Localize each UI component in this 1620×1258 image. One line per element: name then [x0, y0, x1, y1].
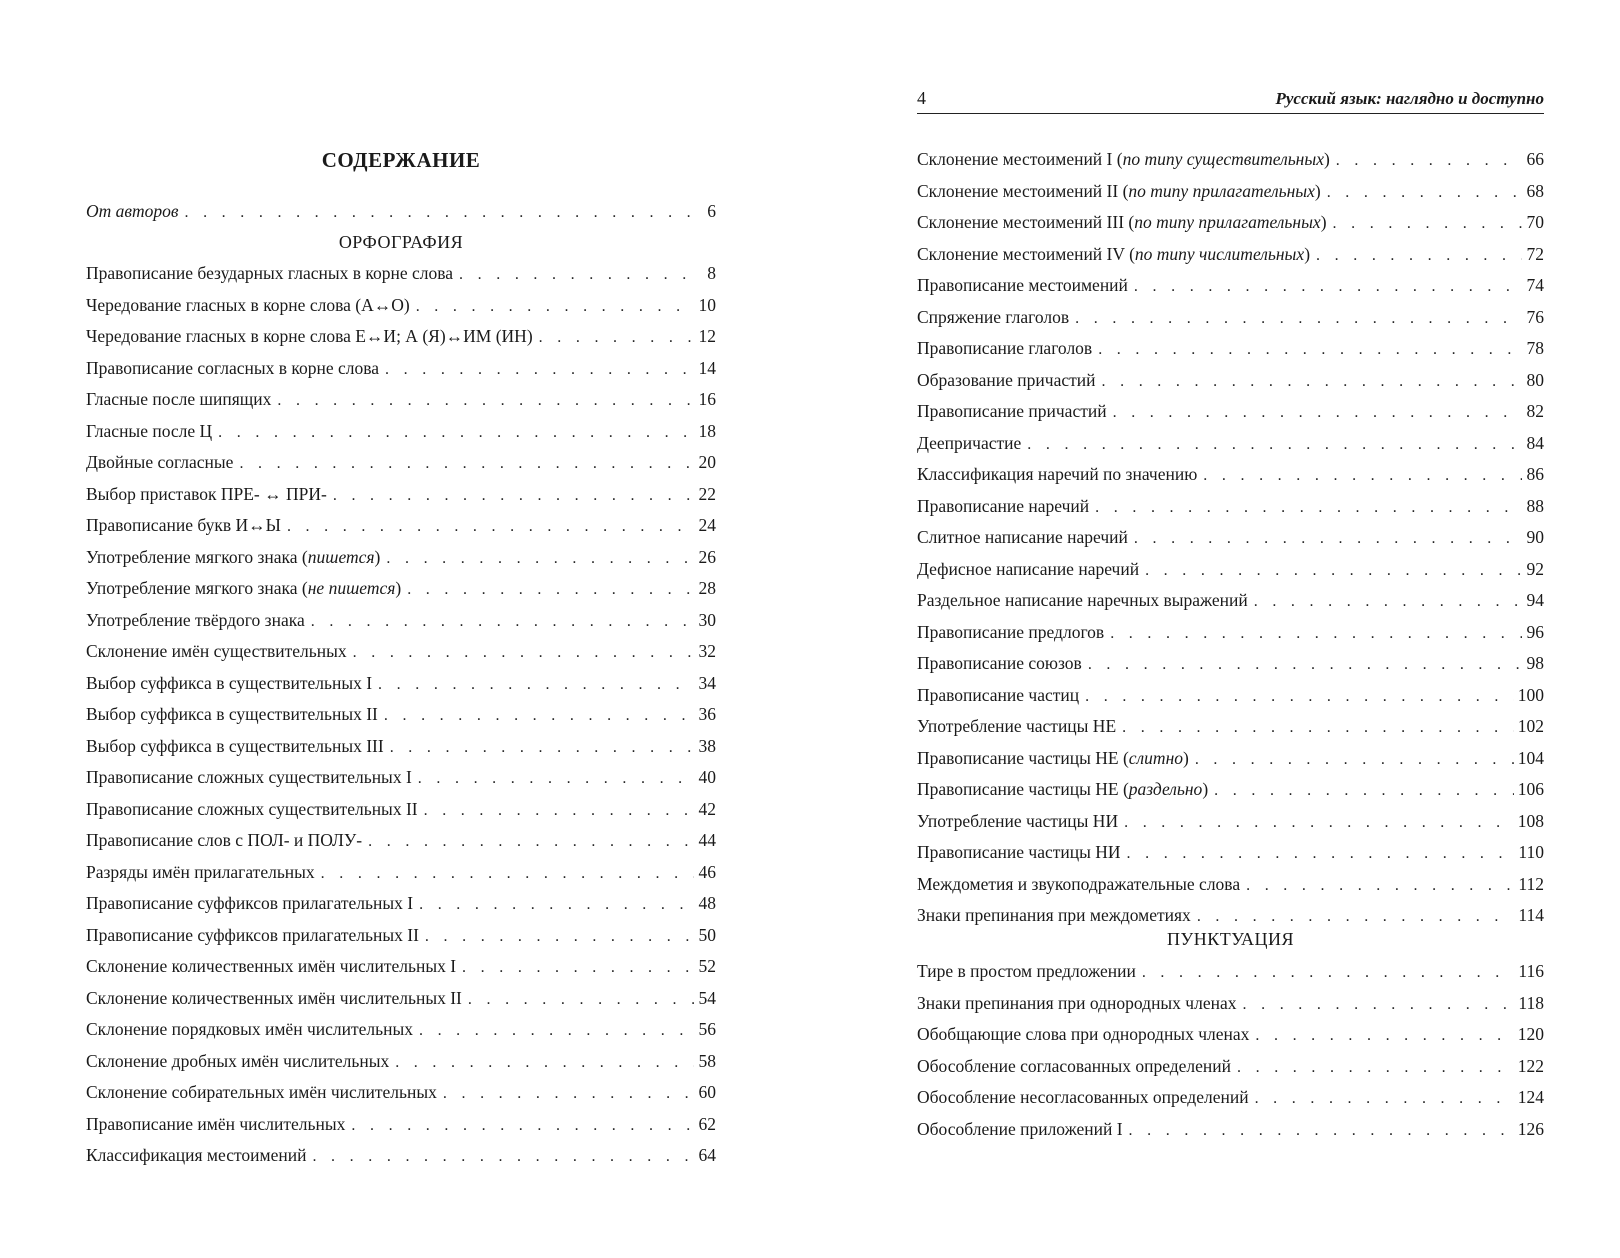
toc-entry[interactable] — [917, 270, 1544, 302]
toc-entry-page: 98 — [1526, 653, 1544, 673]
dot-leader — [419, 889, 694, 921]
toc-entry-page: 118 — [1518, 992, 1544, 1013]
toc-entry-label: Правописание сложных существительных II — [86, 798, 418, 819]
toc-entry-label: Слитное написание наречий — [917, 527, 1128, 547]
toc-entry-page: 34 — [698, 672, 716, 693]
toc-entry-label: Чередование гласных в корне слова Е↔И; А (Я)↔ИМ (ИН) — [86, 326, 533, 346]
dot-leader — [390, 732, 694, 764]
toc-entry-page: 28 — [698, 578, 716, 598]
toc-entry[interactable] — [917, 491, 1544, 523]
dot-leader — [1237, 1052, 1514, 1084]
toc-entry-label: Употребление частицы НЕ — [917, 716, 1117, 736]
toc-entry[interactable] — [86, 825, 716, 857]
toc-entry-label: Двойные согласные — [86, 452, 234, 472]
toc-entry-label: Склонение местоимений III (по типу прилагательных) — [917, 212, 1327, 232]
toc-entry-label: Правописание частицы НЕ (раздельно) — [917, 779, 1209, 799]
toc-entry-page: 30 — [698, 609, 716, 630]
toc-entry-label: Правописание частицы НИ — [917, 842, 1121, 862]
toc-entry-label: Спряжение глаголов — [917, 306, 1070, 327]
toc-entry-label: Правописание причастий — [917, 401, 1107, 421]
toc-entry-label: Обобщающие слова при однородных членах — [917, 1024, 1250, 1044]
toc-entry-label: Выбор суффикса в существительных II — [86, 704, 378, 724]
dot-leader — [459, 259, 694, 291]
running-header — [917, 88, 1544, 114]
dot-leader — [384, 700, 694, 732]
dot-leader — [1088, 649, 1522, 681]
dot-leader — [1195, 744, 1514, 776]
toc-entry-page: 122 — [1517, 1055, 1544, 1076]
dot-leader — [1145, 555, 1522, 587]
toc-entry[interactable] — [86, 384, 716, 416]
dot-leader — [385, 354, 694, 386]
toc-entry[interactable] — [86, 542, 716, 574]
toc-entry-label: Склонение местоимений IV (по типу числительных) — [917, 243, 1311, 264]
dot-leader — [287, 511, 694, 543]
toc-entry[interactable] — [86, 510, 716, 542]
toc-entry-page: 56 — [698, 1019, 716, 1039]
dot-leader — [424, 795, 694, 827]
toc-entry-page: 114 — [1518, 905, 1544, 925]
dot-leader — [1316, 240, 1522, 272]
dot-leader — [407, 574, 694, 606]
toc-entry-label: Употребление частицы НИ — [917, 810, 1119, 831]
toc-entry-label: Правописание слов с ПОЛ- и ПОЛУ- — [86, 830, 363, 850]
dot-leader — [218, 417, 694, 449]
toc-entry-label: Разряды имён прилагательных — [86, 861, 315, 882]
toc-entry-label: Правописание безударных гласных в корне слова — [86, 263, 454, 283]
toc-entry-label: Знаки препинания при однородных членах — [917, 992, 1237, 1013]
toc-entry-label: Склонение местоимений II (по типу прилагательных) — [917, 180, 1321, 201]
toc-entry[interactable] — [86, 857, 716, 889]
dot-leader — [1255, 1083, 1514, 1115]
toc-entry[interactable] — [917, 554, 1544, 586]
toc-entry-page: 86 — [1526, 464, 1544, 484]
toc-entry[interactable] — [86, 447, 716, 479]
toc-entry-label: Склонение количественных имён числительных I — [86, 956, 457, 976]
toc-entry-label: Правописание наречий — [917, 495, 1090, 516]
toc-entry[interactable] — [917, 648, 1544, 680]
dot-leader — [1243, 989, 1515, 1021]
toc-title: СОДЕРЖАНИЕ — [321, 148, 481, 172]
toc-entry[interactable] — [917, 956, 1544, 988]
toc-entry-label: Употребление твёрдого знака — [86, 609, 305, 630]
dot-leader — [1113, 397, 1522, 429]
toc-entry[interactable] — [86, 1046, 716, 1078]
toc-entry[interactable] — [86, 258, 716, 290]
toc-entry[interactable] — [86, 636, 716, 668]
toc-entry-label: Гласные после Ц — [86, 420, 213, 441]
toc-entry-intro[interactable] — [86, 196, 716, 228]
toc-entry-page: 82 — [1526, 401, 1544, 421]
toc-entry-page: 102 — [1517, 716, 1544, 736]
toc-entry-page: 40 — [698, 767, 716, 787]
toc-entry-label: Выбор суффикса в существительных III — [86, 735, 384, 756]
toc-list-orthography — [86, 258, 716, 1172]
toc-entry[interactable] — [86, 794, 716, 826]
toc-entry[interactable] — [917, 522, 1544, 554]
dot-leader — [321, 858, 694, 890]
toc-entry-page: 80 — [1526, 369, 1544, 390]
toc-entry[interactable] — [917, 176, 1544, 208]
toc-entry[interactable] — [86, 1140, 716, 1172]
toc-entry-label: Правописание глаголов — [917, 338, 1093, 358]
dot-leader — [462, 952, 694, 984]
running-title: Русский язык: наглядно и доступно — [1275, 89, 1544, 108]
toc-entry[interactable] — [86, 668, 716, 700]
toc-entry[interactable] — [917, 1114, 1544, 1146]
dot-leader — [1098, 334, 1522, 366]
dot-leader — [425, 921, 694, 953]
dot-leader — [1110, 618, 1522, 650]
toc-entry-page: 42 — [698, 798, 716, 819]
toc-entry-page: 44 — [698, 830, 716, 850]
toc-entry-label: Образование причастий — [917, 369, 1096, 390]
dot-leader — [1142, 957, 1515, 989]
toc-entry-label: Правописание частицы НЕ (слитно) — [917, 747, 1189, 768]
toc-entry-page: 24 — [698, 515, 716, 535]
toc-entry-page: 126 — [1517, 1118, 1544, 1139]
toc-entry[interactable] — [86, 321, 716, 353]
toc-entry-page: 84 — [1526, 432, 1544, 453]
dot-leader — [1333, 208, 1522, 240]
dot-leader — [468, 984, 694, 1016]
toc-entry[interactable] — [86, 951, 716, 983]
toc-entry-label: Употребление мягкого знака (не пишется) — [86, 578, 402, 598]
toc-entry-page: 92 — [1526, 558, 1544, 579]
toc-entry[interactable] — [917, 428, 1544, 460]
toc-entry[interactable] — [917, 585, 1544, 617]
dot-leader — [351, 1110, 694, 1142]
toc-entry-label: Склонение дробных имён числительных — [86, 1050, 390, 1071]
toc-entry-page: 90 — [1526, 527, 1544, 547]
toc-entry-label: Правописание букв И↔Ы — [86, 515, 281, 535]
toc-entry-page: 66 — [1526, 149, 1544, 169]
toc-entry[interactable] — [917, 144, 1544, 176]
toc-entry[interactable] — [86, 479, 716, 511]
toc-entry-page: 22 — [698, 483, 716, 504]
toc-entry-page: 8 — [707, 263, 716, 283]
toc-entry-page: 20 — [698, 452, 716, 472]
toc-entry[interactable] — [917, 774, 1544, 806]
toc-entry-label: Обособление несогласованных определений — [917, 1087, 1249, 1107]
dot-leader — [1124, 807, 1514, 839]
toc-entry-label: Дефисное написание наречий — [917, 558, 1140, 579]
toc-entry-page: 124 — [1517, 1087, 1544, 1107]
toc-entry[interactable] — [917, 459, 1544, 491]
toc-entry-label: Правописание согласных в корне слова — [86, 357, 380, 378]
toc-entry-label: Междометия и звукоподражательные слова — [917, 873, 1241, 894]
toc-entry-label: Чередование гласных в корне слова (А↔О) — [86, 294, 410, 315]
toc-entry-page: 10 — [698, 294, 716, 315]
toc-entry-page: 48 — [698, 893, 716, 913]
toc-entry-label: От авторов — [86, 201, 179, 221]
toc-entry[interactable] — [86, 605, 716, 637]
toc-entry-label: Склонение имён существительных — [86, 641, 347, 661]
toc-entry[interactable] — [917, 396, 1544, 428]
toc-entry[interactable] — [917, 365, 1544, 397]
toc-entry-label: Тире в простом предложении — [917, 961, 1136, 981]
toc-list-punctuation — [917, 956, 1544, 1145]
toc-entry-page: 72 — [1526, 243, 1544, 264]
toc-entry[interactable] — [86, 762, 716, 794]
toc-entry-page: 32 — [698, 641, 716, 661]
toc-entry-page: 96 — [1526, 621, 1544, 642]
toc-entry-page: 94 — [1526, 590, 1544, 610]
dot-leader — [1129, 1115, 1514, 1147]
toc-entry-page: 88 — [1526, 495, 1544, 516]
dot-leader — [1214, 775, 1514, 807]
toc-entry-label: Правописание частиц — [917, 684, 1080, 705]
dot-leader — [418, 763, 694, 795]
dot-leader — [1102, 366, 1523, 398]
dot-leader — [395, 1047, 694, 1079]
dot-leader — [1134, 523, 1522, 555]
toc-entry-label: Правописание сложных существительных I — [86, 767, 412, 787]
dot-leader — [333, 480, 694, 512]
toc-entry[interactable] — [917, 680, 1544, 712]
dot-leader — [277, 385, 694, 417]
toc-entry[interactable] — [917, 302, 1544, 334]
toc-entry-label: Обособление согласованных определений — [917, 1055, 1231, 1076]
toc-entry-label: Деепричастие — [917, 432, 1022, 453]
toc-entry[interactable] — [917, 1082, 1544, 1114]
toc-entry-label: Склонение количественных имён числительных II — [86, 987, 462, 1008]
dot-leader — [1254, 586, 1522, 618]
toc-entry-label: Склонение собирательных имён числительных — [86, 1082, 437, 1102]
toc-entry-label: Выбор приставок ПРЕ- ↔ ПРИ- — [86, 483, 327, 504]
toc-entry-page: 54 — [698, 987, 716, 1008]
toc-entry-page: 38 — [698, 735, 716, 756]
toc-entry-page: 18 — [698, 420, 716, 441]
page-number: 4 — [917, 88, 926, 108]
dot-leader — [311, 606, 694, 638]
toc-entry[interactable] — [86, 1077, 716, 1109]
dot-leader — [1085, 681, 1514, 713]
section-heading-punctuation: ПУНКТУАЦИЯ — [1166, 929, 1295, 949]
section-heading-orthography: ОРФОГРАФИЯ — [338, 232, 464, 252]
toc-entry-label: Классификация местоимений — [86, 1145, 307, 1165]
dot-leader — [1122, 712, 1514, 744]
toc-entry-page: 108 — [1517, 810, 1544, 831]
toc-entry-page: 6 — [707, 201, 716, 221]
dot-leader — [378, 669, 694, 701]
toc-entry-label: Правописание союзов — [917, 653, 1082, 673]
toc-entry[interactable] — [917, 869, 1544, 901]
toc-entry-label: Употребление мягкого знака (пишется) — [86, 546, 381, 567]
toc-entry-page: 70 — [1526, 212, 1544, 232]
toc-entry-page: 78 — [1526, 338, 1544, 358]
toc-entry[interactable] — [86, 888, 716, 920]
toc-entry-page: 104 — [1517, 747, 1544, 768]
toc-entry-page: 74 — [1526, 275, 1544, 295]
toc-entry-page: 50 — [698, 924, 716, 945]
toc-entry-label: Правописание имён числительных — [86, 1113, 346, 1134]
toc-entry-label: Правописание местоимений — [917, 275, 1128, 295]
toc-intro-list — [86, 196, 716, 228]
dot-leader — [416, 291, 694, 323]
toc-entry[interactable] — [86, 1109, 716, 1141]
toc-entry[interactable] — [917, 806, 1544, 838]
toc-entry-label: Классификация наречий по значению — [917, 464, 1198, 484]
dot-leader — [312, 1141, 694, 1173]
dot-leader — [1336, 145, 1522, 177]
toc-entry[interactable] — [917, 333, 1544, 365]
toc-entry-page: 52 — [698, 956, 716, 976]
toc-entry-page: 46 — [698, 861, 716, 882]
toc-entry-page: 36 — [698, 704, 716, 724]
toc-entry-page: 112 — [1518, 873, 1544, 894]
toc-entry[interactable] — [917, 1019, 1544, 1051]
dot-leader — [539, 322, 694, 354]
toc-entry-page: 68 — [1526, 180, 1544, 201]
dot-leader — [443, 1078, 694, 1110]
dot-leader — [184, 197, 694, 229]
toc-entry-label: Раздельное написание наречных выражений — [917, 590, 1248, 610]
toc-entry-label: Правописание суффиксов прилагательных II — [86, 924, 419, 945]
toc-entry-page: 26 — [698, 546, 716, 567]
toc-entry-page: 100 — [1517, 684, 1544, 705]
toc-entry-label: Обособление приложений I — [917, 1118, 1123, 1139]
toc-entry-page: 106 — [1517, 779, 1544, 799]
dot-leader — [419, 1015, 694, 1047]
toc-entry-label: Склонение местоимений I (по типу существительных) — [917, 149, 1330, 169]
toc-entry-page: 16 — [698, 389, 716, 409]
dot-leader — [239, 448, 694, 480]
dot-leader — [1075, 303, 1522, 335]
toc-entry[interactable] — [86, 1014, 716, 1046]
toc-entry[interactable] — [86, 983, 716, 1015]
toc-entry[interactable] — [86, 920, 716, 952]
dot-leader — [1027, 429, 1522, 461]
dot-leader — [1246, 870, 1514, 902]
toc-entry[interactable] — [86, 290, 716, 322]
toc-entry[interactable] — [917, 711, 1544, 743]
dot-leader — [1255, 1020, 1513, 1052]
dot-leader — [1203, 460, 1522, 492]
dot-leader — [353, 637, 694, 669]
dot-leader — [1327, 177, 1522, 209]
toc-entry-page: 76 — [1526, 306, 1544, 327]
toc-entry[interactable] — [86, 699, 716, 731]
toc-entry-label: Склонение порядковых имён числительных — [86, 1019, 413, 1039]
toc-entry-label: Гласные после шипящих — [86, 389, 272, 409]
toc-entry[interactable] — [86, 731, 716, 763]
toc-entry[interactable] — [86, 573, 716, 605]
toc-entry-page: 120 — [1517, 1024, 1544, 1044]
toc-entry[interactable] — [917, 239, 1544, 271]
dot-leader — [386, 543, 694, 575]
dot-leader — [1134, 271, 1522, 303]
toc-entry[interactable] — [917, 617, 1544, 649]
toc-entry[interactable] — [86, 353, 716, 385]
toc-entry-page: 116 — [1518, 961, 1544, 981]
toc-entry-page: 12 — [698, 326, 716, 346]
toc-entry[interactable] — [917, 207, 1544, 239]
toc-entry-page: 14 — [698, 357, 716, 378]
toc-entry-page: 110 — [1518, 842, 1544, 862]
toc-entry-page: 64 — [698, 1145, 716, 1165]
toc-entry-page: 60 — [698, 1082, 716, 1102]
toc-entry[interactable] — [917, 988, 1544, 1020]
toc-entry[interactable] — [917, 837, 1544, 869]
toc-entry-label: Знаки препинания при междометиях — [917, 905, 1191, 925]
toc-entry-label: Выбор суффикса в существительных I — [86, 672, 373, 693]
toc-entry[interactable] — [86, 416, 716, 448]
toc-entry-label: Правописание предлогов — [917, 621, 1105, 642]
toc-entry[interactable] — [917, 743, 1544, 775]
dot-leader — [1095, 492, 1522, 524]
toc-list-morphology — [917, 144, 1544, 932]
toc-entry[interactable] — [917, 1051, 1544, 1083]
toc-entry-label: Правописание суффиксов прилагательных I — [86, 893, 414, 913]
dot-leader — [1127, 838, 1515, 870]
toc-entry-page: 58 — [698, 1050, 716, 1071]
toc-entry-page: 62 — [698, 1113, 716, 1134]
dot-leader — [368, 826, 694, 858]
